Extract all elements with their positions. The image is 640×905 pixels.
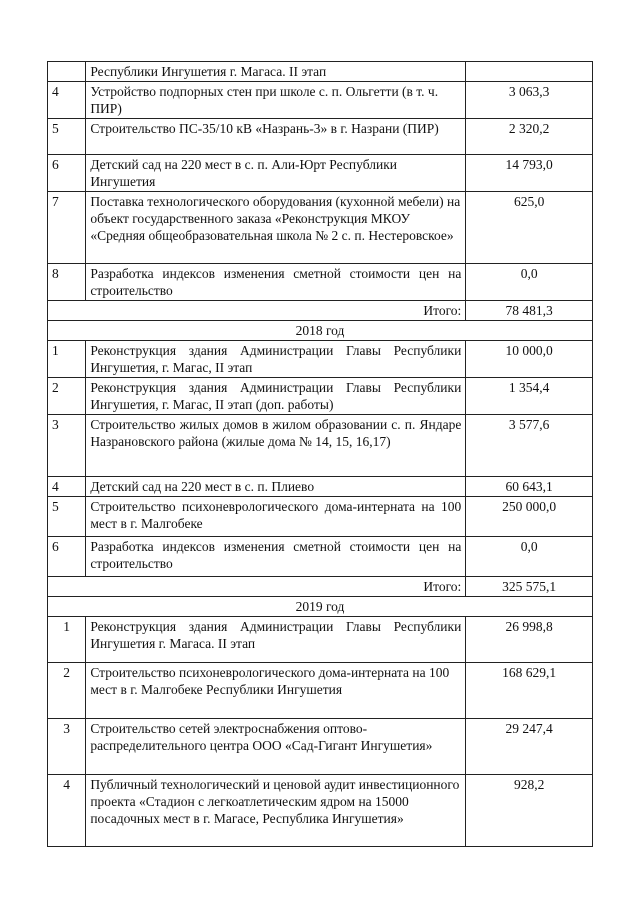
row-number: 4 <box>48 477 86 497</box>
row-number: 2 <box>48 663 86 719</box>
row-value: 625,0 <box>466 192 593 264</box>
row-description: Детский сад на 220 мест в с. п. Али-Юрт Республики Ингушетия <box>86 155 466 192</box>
row-number: 4 <box>48 775 86 847</box>
row-value: 2 320,2 <box>466 119 593 155</box>
year-header-row <box>48 597 593 617</box>
row-value: 168 629,1 <box>466 663 593 719</box>
table-row <box>48 497 593 537</box>
row-number <box>48 62 86 82</box>
year-header-row <box>48 321 593 341</box>
total-row <box>48 301 593 321</box>
row-number: 8 <box>48 264 86 301</box>
investment-objects-table <box>47 61 593 847</box>
row-value: 928,2 <box>466 775 593 847</box>
row-number: 7 <box>48 192 86 264</box>
row-description: Строительство сетей электроснабжения оптово-распределительного центра ООО «Сад-Гигант Ингушетия» <box>86 719 466 775</box>
row-description: Детский сад на 220 мест в с. п. Плиево <box>86 477 466 497</box>
total-label: Итого: <box>48 577 466 597</box>
row-value: 10 000,0 <box>466 341 593 378</box>
table-row <box>48 775 593 847</box>
row-number: 6 <box>48 537 86 577</box>
table-row <box>48 82 593 119</box>
row-value: 60 643,1 <box>466 477 593 497</box>
total-label: Итого: <box>48 301 466 321</box>
row-description: Устройство подпорных стен при школе с. п. Ольгетти (в т. ч. ПИР) <box>86 82 466 119</box>
table-row <box>48 192 593 264</box>
row-description: Республики Ингушетия г. Магаса. II этап <box>86 62 466 82</box>
row-value: 0,0 <box>466 537 593 577</box>
table-row <box>48 341 593 378</box>
row-number: 4 <box>48 82 86 119</box>
row-number: 6 <box>48 155 86 192</box>
row-number: 3 <box>48 415 86 477</box>
row-value: 29 247,4 <box>466 719 593 775</box>
row-description: Разработка индексов изменения сметной стоимости цен на строительство <box>86 264 466 301</box>
row-number: 1 <box>48 617 86 663</box>
row-description: Реконструкция здания Администрации Главы Республики Ингушетия, г. Магас, II этап <box>86 341 466 378</box>
row-value: 14 793,0 <box>466 155 593 192</box>
row-description: Строительство жилых домов в жилом образовании с. п. Яндаре Назрановского района (жилые дома № 14, 15, 16,17) <box>86 415 466 477</box>
row-value: 26 998,8 <box>466 617 593 663</box>
row-number: 5 <box>48 497 86 537</box>
row-description: Строительство психоневрологического дома-интерната на 100 мест в г. Малгобеке <box>86 497 466 537</box>
year-heading: 2019 год <box>48 597 593 617</box>
table-row <box>48 119 593 155</box>
table-row <box>48 477 593 497</box>
table-row <box>48 378 593 415</box>
row-description: Поставка технологического оборудования (кухонной мебели) на объект государственного заказа «Реконструкция МКОУ «Средняя общеобразовательная школа № 2 с. п. Нестеровское» <box>86 192 466 264</box>
total-row <box>48 577 593 597</box>
table-row <box>48 617 593 663</box>
total-value: 78 481,3 <box>466 301 593 321</box>
row-number: 1 <box>48 341 86 378</box>
table-row <box>48 264 593 301</box>
row-value: 250 000,0 <box>466 497 593 537</box>
table-row <box>48 415 593 477</box>
row-description: Публичный технологический и ценовой аудит инвестиционного проекта «Стадион с легкоатлетическим ядром на 15000 посадочных мест в г. Магасе, Республика Ингушетия» <box>86 775 466 847</box>
row-value <box>466 62 593 82</box>
row-value: 0,0 <box>466 264 593 301</box>
total-value: 325 575,1 <box>466 577 593 597</box>
table-row <box>48 719 593 775</box>
row-description: Строительство ПС-35/10 кВ «Назрань-3» в г. Назрани (ПИР) <box>86 119 466 155</box>
row-description: Реконструкция здания Администрации Главы Республики Ингушетия г. Магаса. II этап <box>86 617 466 663</box>
year-heading: 2018 год <box>48 321 593 341</box>
row-description: Реконструкция здания Администрации Главы Республики Ингушетия, г. Магас, II этап (доп. работы) <box>86 378 466 415</box>
row-number: 5 <box>48 119 86 155</box>
row-value: 3 063,3 <box>466 82 593 119</box>
table-row <box>48 537 593 577</box>
row-number: 3 <box>48 719 86 775</box>
row-number: 2 <box>48 378 86 415</box>
row-description: Строительство психоневрологического дома-интерната на 100 мест в г. Малгобеке Республики Ингушетия <box>86 663 466 719</box>
row-description: Разработка индексов изменения сметной стоимости цен на строительство <box>86 537 466 577</box>
row-value: 3 577,6 <box>466 415 593 477</box>
row-value: 1 354,4 <box>466 378 593 415</box>
table-row <box>48 663 593 719</box>
table-row <box>48 62 593 82</box>
table-row <box>48 155 593 192</box>
